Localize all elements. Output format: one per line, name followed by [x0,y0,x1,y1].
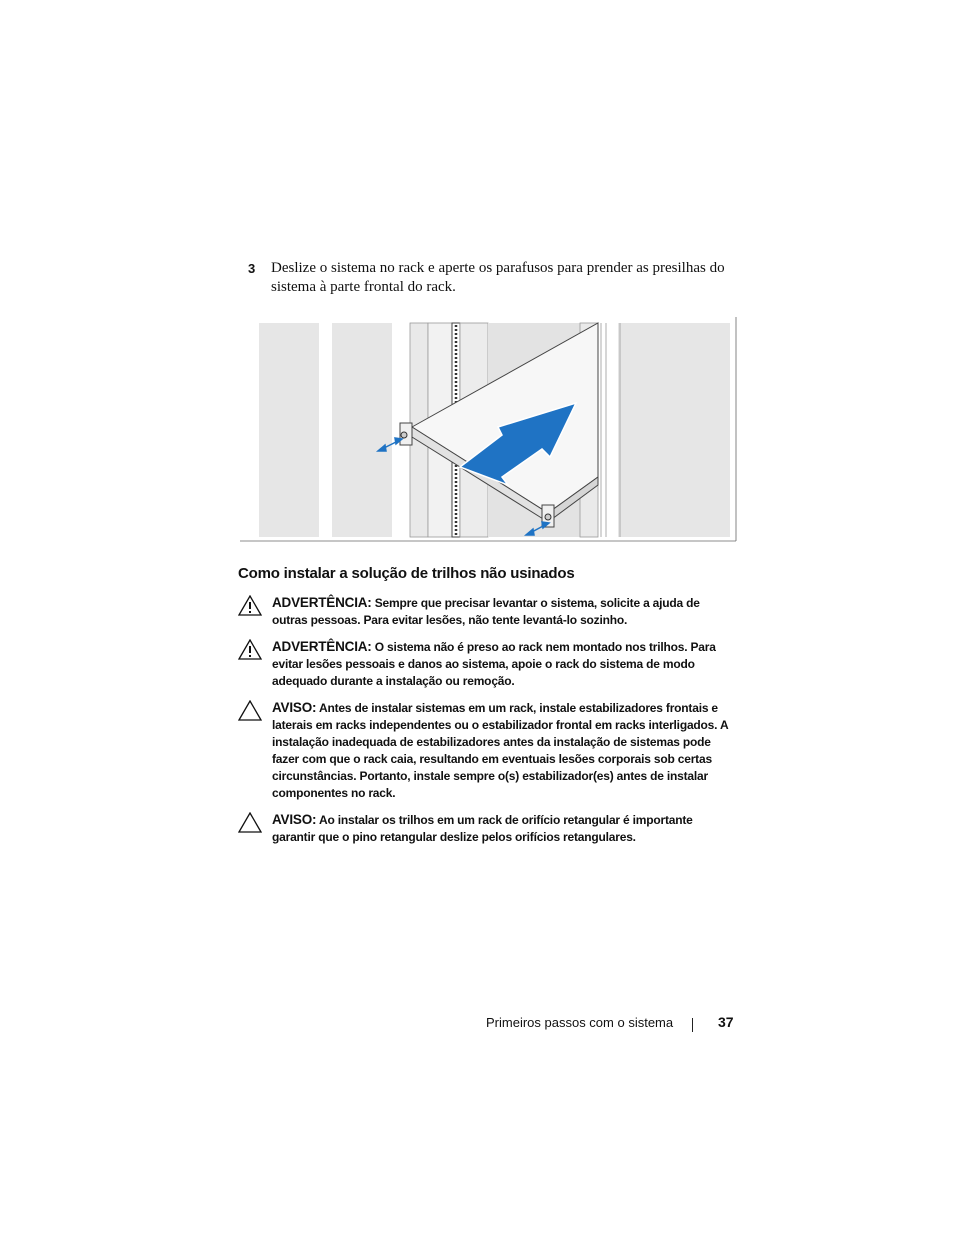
rack-panel-right [618,323,730,537]
notice-label: ADVERTÊNCIA: [272,595,372,610]
step-text: Deslize o sistema no rack e aperte os parafusos para prender as presilhas do sistema à parte frontal do rack. [271,260,725,295]
notice-label: AVISO: [272,700,317,715]
notice-label: AVISO: [272,812,317,827]
section-heading: Como instalar a solução de trilhos não usinados [238,565,575,582]
step-number: 3 [248,261,256,276]
caution-notice-1 [238,699,738,802]
instruction-step [248,259,738,297]
caution-triangle-icon [238,700,262,721]
warning-triangle-icon [238,639,262,660]
notice-label: ADVERTÊNCIA: [272,639,372,654]
notice-text: Ao instalar os trilhos em um rack de orifício retangular é importante garantir que o pino retangular deslize pelos orifícios retangulares. [272,813,693,844]
notice-text: O sistema não é preso ao rack nem montado nos trilhos. Para evitar lesões pessoais e danos ao sistema, apoie o rack do sistema de modo adequado durante a instalação ou remoção. [272,640,716,688]
warning-triangle-icon [238,595,262,616]
rack-panel-second [332,323,392,537]
caution-notice-2 [238,811,738,846]
rack-illustration [240,317,737,544]
footer-separator [692,1018,693,1032]
warning-notice-1 [238,594,738,629]
warning-notice-2 [238,638,738,690]
footer-title: Primeiros passos com o sistema [486,1015,674,1030]
notice-text: Antes de instalar sistemas em um rack, instale estabilizadores frontais e laterais em racks independentes ou o estabilizador frontal em racks interligados. A instalação inadequada de estabilizadores antes da instalação de sistemas pode fazer com que o rack caia, resultando em eventuais lesões corporais sob certas circunstâncias. Portanto, instale sempre o(s) estabilizador(es) antes de instalar componentes no rack. [272,701,728,800]
caution-triangle-icon [238,812,262,833]
rack-panel-left [259,323,319,537]
notice-text: Sempre que precisar levantar o sistema, solicite a ajuda de outras pessoas. Para evitar lesões, não tente levantá-lo sozinho. [272,596,700,627]
page-number: 37 [718,1014,734,1030]
